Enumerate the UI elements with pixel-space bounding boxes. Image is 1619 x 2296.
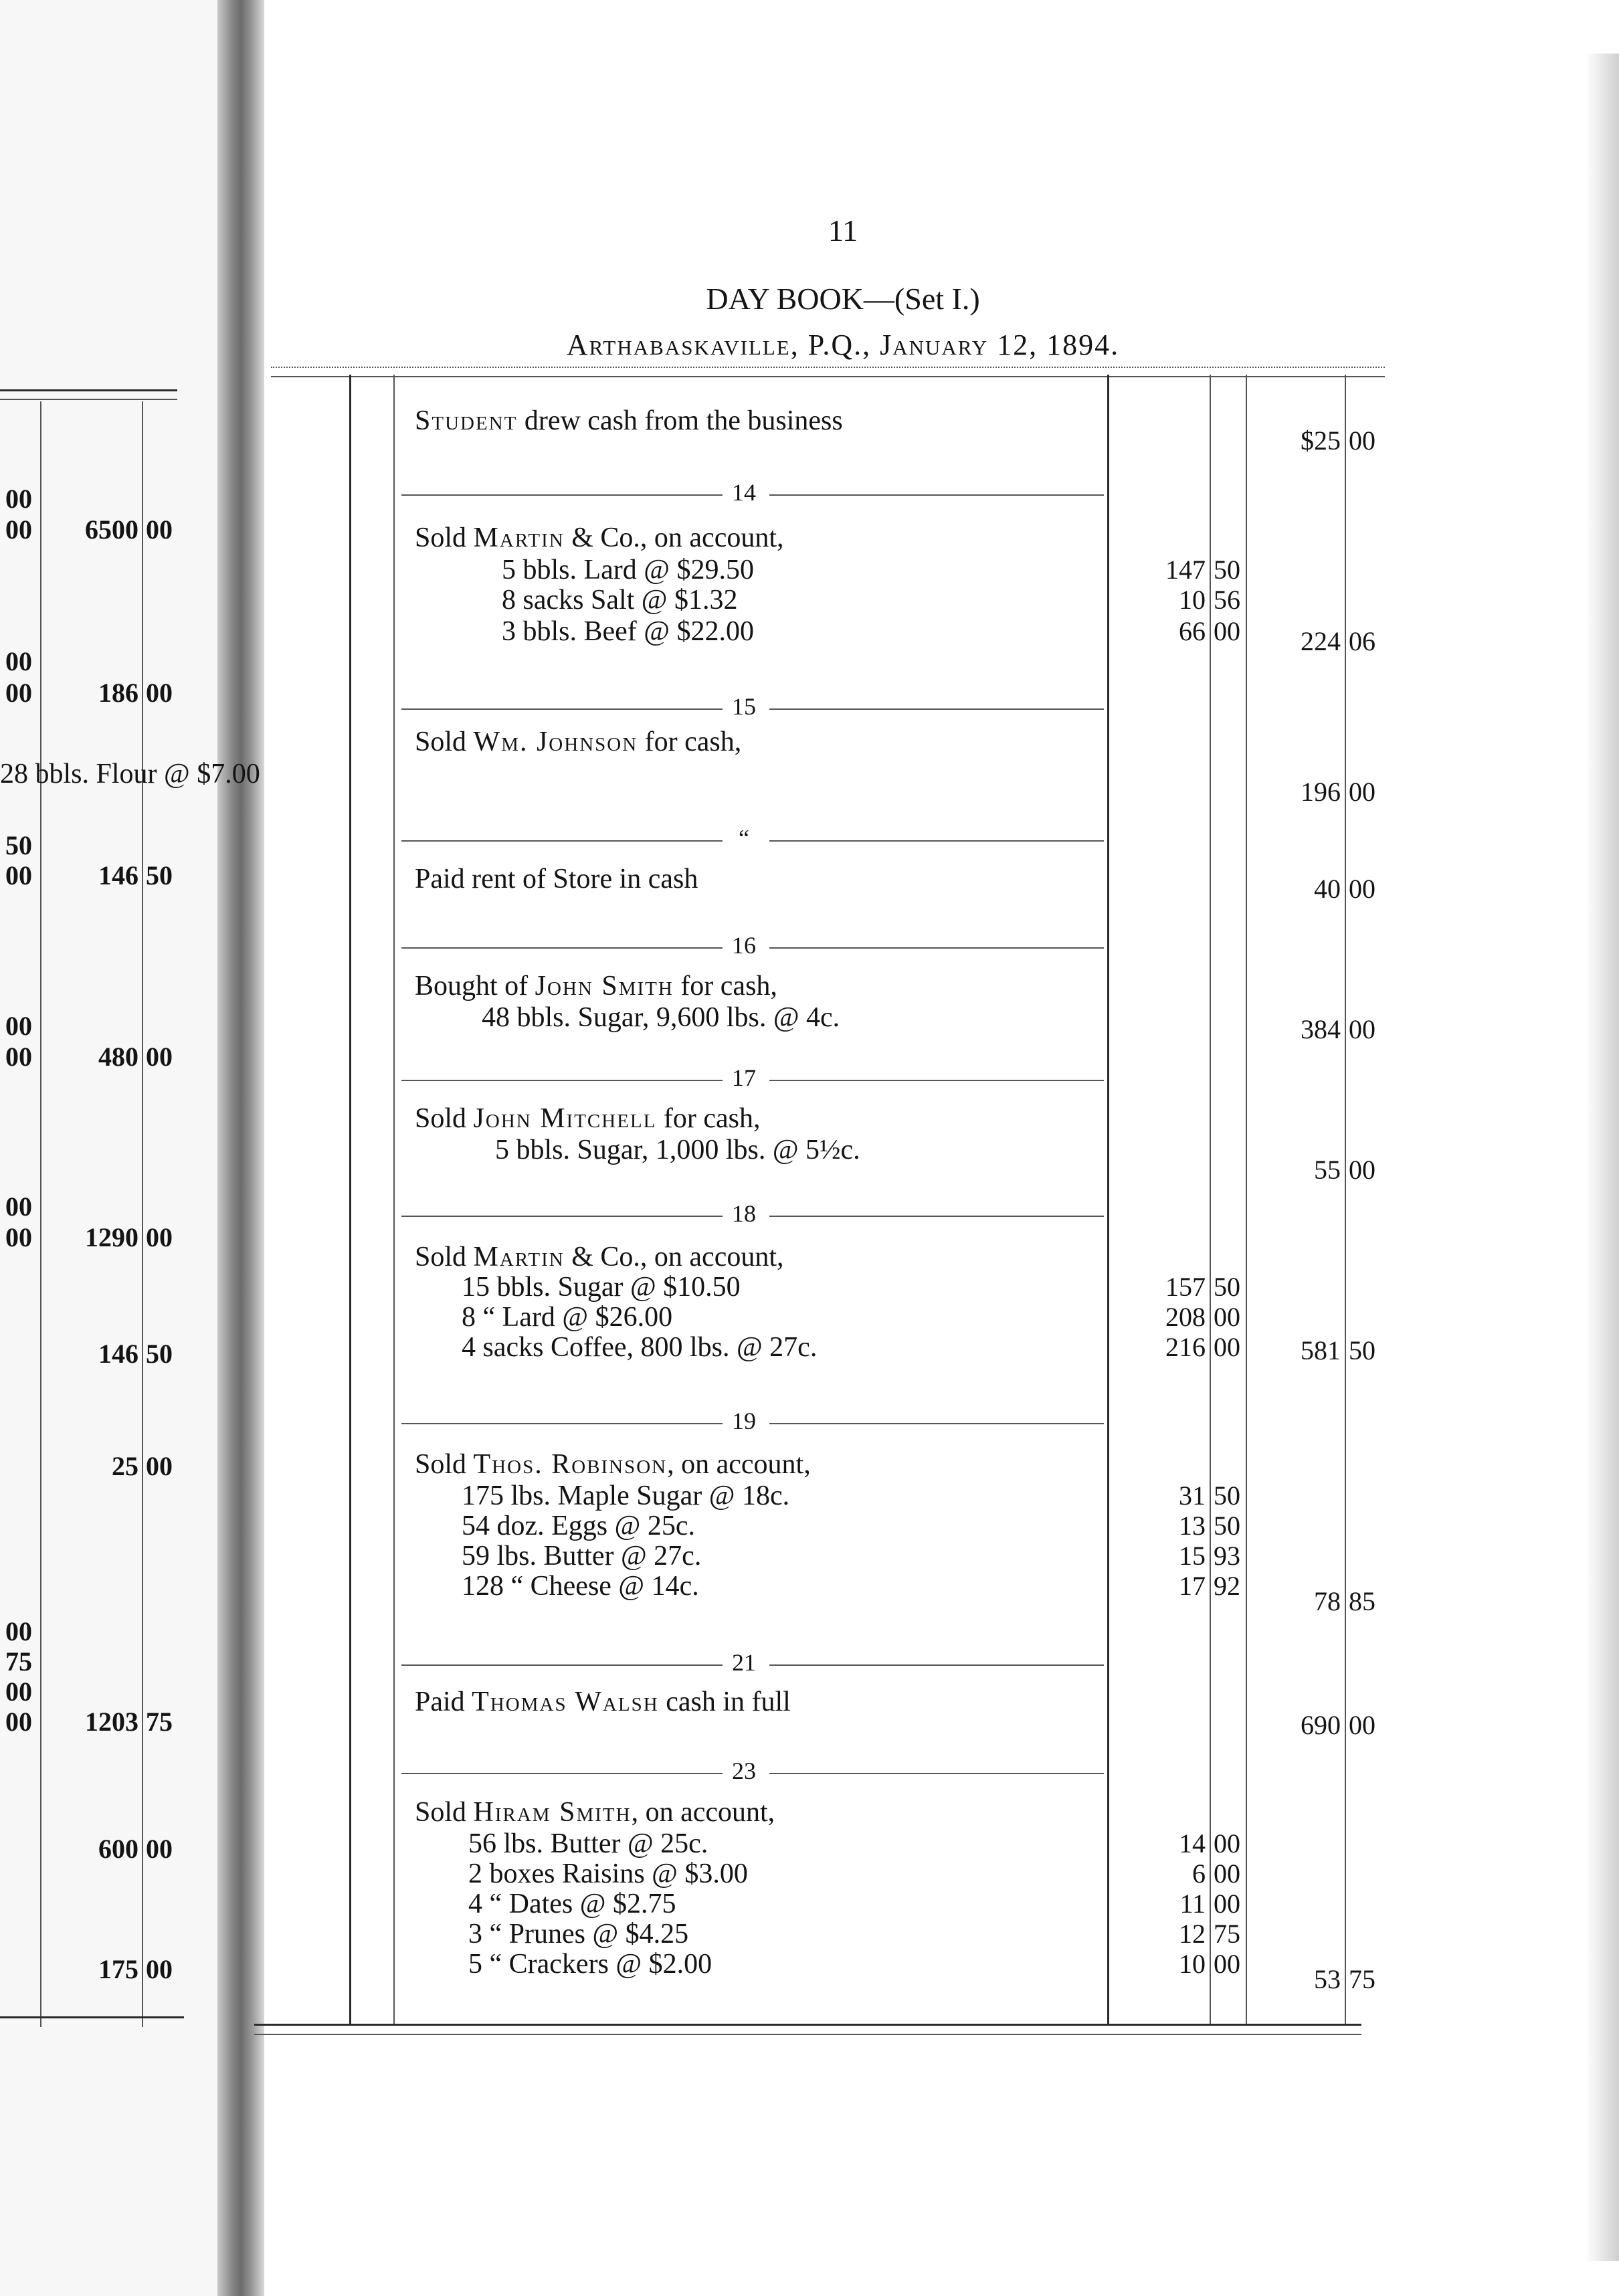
entry-item: 5 “ Crackers @ $2.00 [468,1949,712,1980]
item-amount-dollars: 216 [1165,1332,1206,1362]
left-page-cents-fragment: 50 [5,830,32,860]
item-amount-dollars: 66 [1179,616,1206,646]
entry-total-cents: 00 [1349,1710,1375,1740]
ledger-bottom-rule-2 [254,2034,1361,2035]
entry-item: 59 lbs. Butter @ 27c. [462,1541,702,1571]
date-separator-rule-right [769,708,1104,710]
item-amount-cents: 00 [1214,1828,1240,1858]
left-page-cents-fragment: 00 [5,1707,32,1737]
entry-total-dollars: 196 [1301,777,1341,807]
entry-party-name: John Smith [535,971,674,1001]
entry-date: 17 [732,1064,756,1091]
entry-party-name: Thomas Walsh [472,1687,659,1717]
date-separator-rule-right [769,1080,1104,1081]
item-amount-cents: 56 [1214,585,1240,615]
left-page-cents-fragment: 00 [5,860,32,890]
left-page-cents-fragment: 00 [5,1222,32,1252]
entry-total-cents: 00 [1349,1155,1375,1185]
left-page-amount-dollars: 146 [98,1339,138,1369]
header-rule-2 [271,376,1385,377]
date-separator-rule-right [769,1773,1104,1774]
left-page-amount-dollars: 146 [98,860,138,890]
book-gutter [217,0,264,2296]
item-amount-dollars: 13 [1179,1511,1206,1541]
left-page-amount-dollars: 1203 [85,1707,138,1737]
entry-party-name: Wm. Johnson [473,727,638,757]
entry-item: 2 boxes Raisins @ $3.00 [468,1858,748,1889]
date-separator-rule-left [401,1664,723,1666]
entry-total-cents: 06 [1349,626,1375,656]
left-page-top-rule [0,389,177,391]
entry-text: cash in full [658,1687,791,1717]
left-page-amount-dollars: 186 [98,678,138,708]
entry-description [415,1796,775,1828]
item-amount-dollars: 15 [1179,1541,1206,1571]
entry-text: drew cash from the business [517,405,843,436]
entry-description [415,863,698,895]
left-page-cents-rule [142,401,143,2027]
date-separator-rule-left [401,840,723,842]
entry-date: 15 [732,693,756,720]
entry-item: 128 “ Cheese @ 14c. [462,1571,699,1602]
item-amount-dollars: 157 [1165,1272,1206,1302]
item-amount-dollars: 147 [1165,555,1206,585]
left-facing-page [0,0,217,2296]
left-page-amount-cents: 00 [146,1451,173,1481]
entry-description [415,1103,760,1135]
header-rule [271,367,1385,368]
item-amount-cents: 00 [1214,1332,1240,1362]
left-page-amount-cents: 00 [146,1954,173,1984]
page-title: DAY BOOK—(Set I.) [706,282,980,316]
entry-item: 5 bbls. Lard @ $29.50 [502,555,754,585]
entry-party-name: Student [415,405,518,436]
left-page-amount-cents: 75 [146,1707,173,1737]
entry-item: 15 bbls. Sugar @ $10.50 [462,1272,741,1303]
item-amount-cents: 50 [1214,1511,1240,1541]
entry-text: Paid rent of Store in cash [415,864,698,894]
entry-description [415,405,843,437]
left-page-amount-dollars: 1290 [85,1222,138,1252]
entry-total-dollars: 53 [1314,1964,1341,1994]
entry-text-prefix: Sold [415,727,474,757]
item-amount-cents: 50 [1214,1480,1240,1511]
left-page-amount-cents: 00 [146,1222,173,1252]
date-separator-rule-right [769,840,1104,842]
ledger-total-rule [1246,375,1247,2024]
item-amount-cents: 00 [1214,1949,1240,1979]
entry-date: 14 [732,479,756,506]
left-page-amount-dollars: 600 [98,1834,138,1864]
left-page-cents-fragment: 75 [5,1646,32,1677]
entry-description [415,970,777,1002]
item-amount-cents: 00 [1214,616,1240,646]
ledger-items-rule [1107,375,1109,2024]
item-amount-cents: 92 [1214,1571,1240,1601]
item-amount-dollars: 12 [1179,1919,1206,1949]
entry-party-name: Hiram Smith [473,1797,632,1828]
item-amount-cents: 50 [1214,1272,1240,1302]
entry-date: “ [739,825,749,852]
item-amount-dollars: 6 [1192,1858,1206,1889]
date-separator-rule-left [401,494,723,496]
entry-text-prefix: Sold [415,1449,474,1480]
entry-item: 3 bbls. Beef @ $22.00 [502,616,754,647]
left-page-amount-dollars: 6500 [85,514,138,545]
left-page-amount-cents: 50 [146,1339,173,1369]
left-page-cents-fragment: 00 [5,646,32,676]
entry-total-dollars: 40 [1314,874,1341,904]
entry-text-prefix: Sold [415,522,474,553]
ledger-items-cents-rule [1210,375,1211,2024]
entry-text: for cash, [673,971,777,1001]
date-separator-rule-left [401,1216,723,1217]
place-and-date: Arthabaskaville, P.Q., January 12, 1894. [566,328,1120,361]
entry-item: 4 sacks Coffee, 800 lbs. @ 27c. [462,1332,818,1363]
date-separator-rule-right [769,947,1104,949]
date-separator-rule-right [769,1216,1104,1217]
date-separator-rule-left [401,947,723,949]
left-page-amount-cents: 00 [146,514,173,545]
left-page-bottom-rule [0,2016,184,2018]
entry-text-prefix: Sold [415,1797,474,1828]
date-separator-rule-left [401,708,723,710]
date-separator-rule-right [769,1423,1104,1424]
left-page-cents-fragment: 00 [5,1042,32,1072]
item-amount-dollars: 17 [1179,1571,1206,1601]
left-page-cents-fragment: 00 [5,1191,32,1222]
entry-description [415,726,741,758]
left-page-cents-fragment: 00 [5,678,32,708]
entry-total-cents: 00 [1349,874,1375,904]
entry-item: 4 “ Dates @ $2.75 [468,1889,676,1919]
entry-description [415,1686,791,1718]
date-separator-rule-left [401,1080,723,1081]
left-page-amount-dollars: 25 [112,1451,138,1481]
entry-total-dollars: 581 [1301,1335,1341,1365]
entry-item: 8 “ Lard @ $26.00 [462,1302,673,1333]
entry-text: , on account, [631,1797,775,1828]
entry-total-dollars: 224 [1301,626,1341,656]
entry-text: for cash, [638,727,742,757]
entry-total-cents: 00 [1349,777,1375,807]
item-amount-dollars: 208 [1165,1302,1206,1332]
entry-date: 21 [732,1649,756,1676]
entry-total-cents: 85 [1349,1586,1375,1616]
item-amount-dollars: 14 [1179,1828,1206,1858]
left-page-amount-cents: 00 [146,1834,173,1864]
entry-item: 56 lbs. Butter @ 25c. [468,1828,708,1859]
entry-date: 16 [732,932,756,959]
entry-text: & Co., on account, [564,522,784,553]
entry-text: for cash, [656,1103,761,1134]
left-page-column-rule [40,401,41,2027]
entry-party-name: Martin [473,1242,565,1272]
entry-item: 3 “ Prunes @ $4.25 [468,1919,689,1949]
left-page-amount-dollars: 175 [98,1954,138,1984]
page-number: 11 [828,213,858,248]
date-separator-rule-right [769,494,1104,496]
left-page-cents-fragment: 00 [5,1011,32,1041]
ledger-total-cents-rule [1345,375,1346,2024]
entry-text-prefix: Bought of [415,971,535,1001]
ledger-date-rule [393,375,395,2024]
entry-description [415,522,784,554]
entry-total-cents: 00 [1349,425,1375,456]
left-page-cents-fragment: 00 [5,484,32,514]
entry-text-prefix: Sold [415,1242,474,1272]
left-page-cents-fragment: 00 [5,1677,32,1707]
entry-total-cents: 00 [1349,1014,1375,1044]
entry-date: 18 [732,1200,756,1227]
entry-item: 48 bbls. Sugar, 9,600 lbs. @ 4c. [482,1002,840,1033]
item-amount-dollars: 10 [1179,1949,1206,1979]
entry-date: 19 [732,1408,756,1434]
item-amount-cents: 00 [1214,1858,1240,1889]
entry-total-dollars: 55 [1314,1155,1341,1185]
date-separator-rule-right [769,1664,1104,1666]
page-edge-shadow [1586,54,1619,2261]
left-page-cents-fragment: 00 [5,1616,32,1646]
entry-total-dollars: $25 [1301,425,1341,456]
left-page-top-rule-2 [0,399,177,400]
entry-text-prefix: Paid [415,1687,472,1717]
ledger-left-rule [349,375,351,2024]
left-page-amount-cents: 50 [146,860,173,890]
entry-total-dollars: 384 [1301,1014,1341,1044]
item-amount-dollars: 31 [1179,1480,1206,1511]
entry-item: 5 bbls. Sugar, 1,000 lbs. @ 5½c. [495,1135,860,1165]
entry-total-dollars: 78 [1314,1586,1341,1616]
item-amount-cents: 75 [1214,1919,1240,1949]
entry-total-dollars: 690 [1301,1710,1341,1740]
left-page-cents-fragment: 00 [5,514,32,545]
item-amount-cents: 00 [1214,1889,1240,1919]
entry-description [415,1448,811,1480]
date-separator-rule-left [401,1773,723,1774]
ledger-bottom-rule [254,2024,1361,2026]
entry-party-name: Thos. Robinson [473,1449,668,1480]
entry-item: 54 doz. Eggs @ 25c. [462,1511,695,1541]
entry-text: , on account, [667,1449,811,1480]
left-page-amount-cents: 00 [146,1042,173,1072]
entry-party-name: John Mitchell [473,1103,657,1134]
entry-item: 28 bbls. Flour @ $7.00 [0,759,260,789]
entry-total-cents: 50 [1349,1335,1375,1365]
entry-total-cents: 75 [1349,1964,1375,1994]
entry-description [415,1241,784,1273]
entry-text: & Co., on account, [564,1242,784,1272]
left-page-amount-dollars: 480 [98,1042,138,1072]
item-amount-dollars: 11 [1179,1889,1206,1919]
entry-item: 8 sacks Salt @ $1.32 [502,585,738,615]
entry-text-prefix: Sold [415,1103,474,1134]
entry-item: 175 lbs. Maple Sugar @ 18c. [462,1480,790,1511]
item-amount-dollars: 10 [1179,585,1206,615]
item-amount-cents: 93 [1214,1541,1240,1571]
item-amount-cents: 00 [1214,1302,1240,1332]
date-separator-rule-left [401,1423,723,1424]
entry-date: 23 [732,1757,756,1784]
entry-party-name: Martin [473,522,565,553]
left-page-amount-cents: 00 [146,678,173,708]
item-amount-cents: 50 [1214,555,1240,585]
